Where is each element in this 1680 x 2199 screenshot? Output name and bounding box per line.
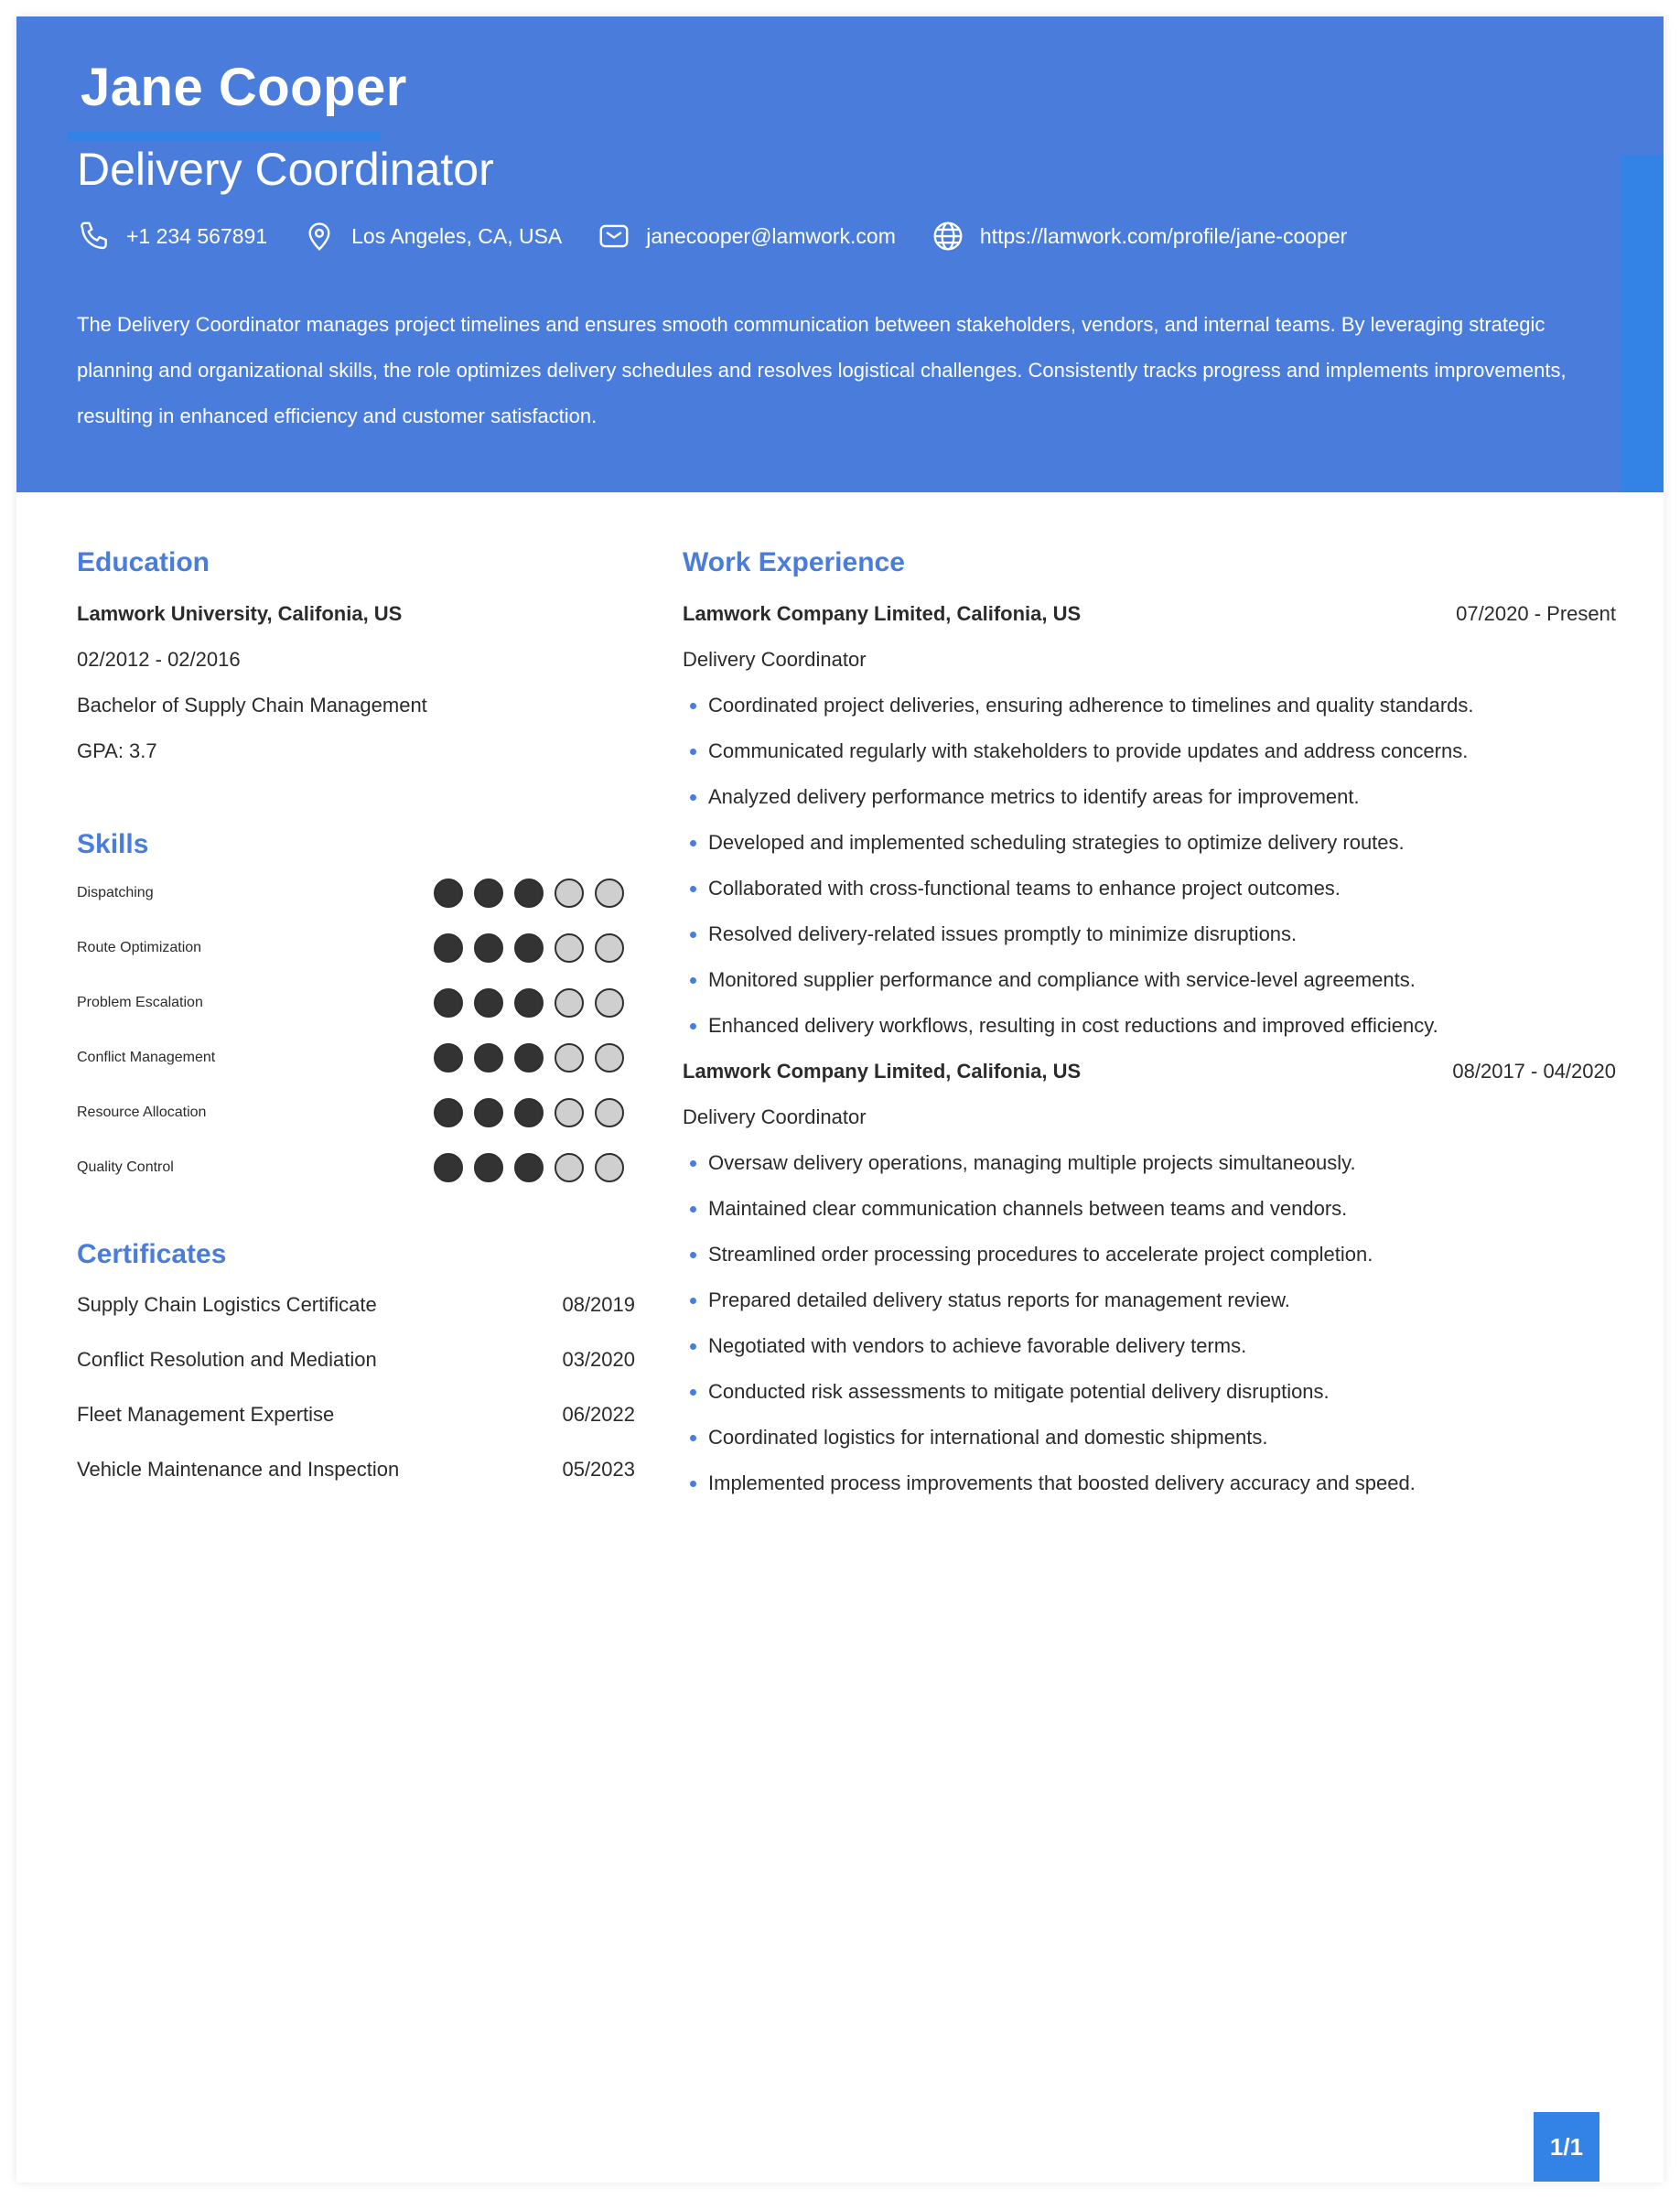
phone-icon [77, 219, 112, 253]
skill-dot-filled [434, 1153, 463, 1182]
contact-website[interactable] [931, 219, 1347, 253]
job-bullet: Prepared detailed delivery status reports for management review. [683, 1277, 1616, 1323]
skill-dot-empty [595, 988, 624, 1018]
job-bullet-list [683, 1140, 1616, 1506]
skill-dot-filled [434, 933, 463, 963]
education-school: Lamwork University, Califonia, US [77, 602, 403, 625]
skill-level-rating [423, 988, 624, 1018]
education-gpa: GPA: 3.7 [77, 739, 157, 762]
skill-dot-filled [474, 1153, 503, 1182]
certificate-date: 03/2020 [562, 1348, 635, 1371]
skill-dot-empty [595, 933, 624, 963]
education-heading: Education [77, 547, 210, 577]
resume-page [16, 16, 1664, 2183]
header-decoration-left [16, 156, 59, 492]
skill-dot-empty [595, 1153, 624, 1182]
job-bullet: Coordinated logistics for international and domestic shipments. [683, 1415, 1616, 1461]
certificate-name: Vehicle Maintenance and Inspection [77, 1458, 400, 1481]
skill-dot-filled [474, 988, 503, 1018]
location-pin-icon [302, 219, 337, 253]
skill-row [77, 1030, 635, 1085]
left-column [77, 547, 635, 1497]
mail-icon [597, 219, 631, 253]
skill-row [77, 1085, 635, 1140]
education-degree: Bachelor of Supply Chain Management [77, 694, 427, 717]
certificate-name: Supply Chain Logistics Certificate [77, 1293, 377, 1316]
skill-dot-filled [474, 879, 503, 908]
skill-dot-empty [555, 879, 584, 908]
job-dates: 07/2020 - Present [1456, 602, 1616, 625]
skill-row [77, 866, 635, 921]
job-role: Delivery Coordinator [683, 648, 867, 671]
job-entry-1 [683, 591, 1616, 1049]
contact-list [77, 216, 1382, 256]
certificate-list [77, 1277, 635, 1497]
skill-level-rating [423, 1098, 624, 1127]
job-bullet: Analyzed delivery performance metrics to identify areas for improvement. [683, 774, 1616, 820]
skills-heading: Skills [77, 829, 149, 859]
skill-dot-filled [474, 1043, 503, 1073]
skill-dot-empty [555, 988, 584, 1018]
education-section [77, 547, 635, 774]
skill-dot-empty [595, 879, 624, 908]
contact-phone-text: +1 234 567891 [126, 223, 268, 248]
skill-level-rating [423, 933, 624, 963]
certificate-row [77, 1332, 635, 1387]
skill-level-rating [423, 879, 624, 908]
certificate-row [77, 1387, 635, 1442]
skill-name: Route Optimization [77, 940, 202, 955]
skill-list [77, 866, 635, 1195]
skill-name: Quality Control [77, 1159, 174, 1175]
skill-row [77, 1140, 635, 1195]
job-bullet: Negotiated with vendors to achieve favorable delivery terms. [683, 1323, 1616, 1369]
skill-level-rating [423, 1153, 624, 1182]
skill-name: Conflict Management [77, 1050, 216, 1065]
skill-dot-empty [595, 1098, 624, 1127]
contact-website-text: https://lamwork.com/profile/jane-cooper [979, 223, 1348, 248]
job-bullet: Developed and implemented scheduling strategies to optimize delivery routes. [683, 820, 1616, 866]
contact-location-text: Los Angeles, CA, USA [351, 223, 563, 248]
work-experience-heading: Work Experience [683, 547, 905, 577]
profile-summary: The Delivery Coordinator manages project timelines and ensures smooth communication between stakeholders, vendors, and internal teams. By leveraging strategic planning and organizational skills, the role optimizes delivery schedules and resolves logistical challenges. Consistently tracks progress and implements improvements, resulting in enhanced efficiency and customer satisfaction. [77, 313, 1567, 427]
skill-dot-filled [514, 1043, 544, 1073]
skill-dot-filled [514, 879, 544, 908]
job-bullet-list [683, 683, 1616, 1049]
job-company: Lamwork Company Limited, Califonia, US [683, 602, 1082, 625]
skill-dot-empty [555, 1153, 584, 1182]
skill-dot-filled [474, 1098, 503, 1127]
skill-dot-empty [555, 1098, 584, 1127]
certificate-name: Conflict Resolution and Mediation [77, 1348, 377, 1371]
skill-dot-filled [434, 879, 463, 908]
job-bullet: Maintained clear communication channels between teams and vendors. [683, 1186, 1616, 1232]
certificate-name: Fleet Management Expertise [77, 1403, 335, 1426]
resume-header [16, 16, 1664, 492]
education-dates: 02/2012 - 02/2016 [77, 648, 241, 671]
skill-dot-filled [514, 1098, 544, 1127]
contact-email[interactable] [597, 219, 896, 253]
skill-level-rating [423, 1043, 624, 1073]
header-decoration-right [1621, 156, 1664, 492]
skill-dot-filled [514, 988, 544, 1018]
job-bullet: Conducted risk assessments to mitigate potential delivery disruptions. [683, 1369, 1616, 1415]
certificate-date: 08/2019 [562, 1293, 635, 1316]
skill-dot-filled [514, 933, 544, 963]
job-bullet: Coordinated project deliveries, ensuring adherence to timelines and quality standards. [683, 683, 1616, 728]
skill-dot-filled [514, 1153, 544, 1182]
candidate-name: Jane Cooper [81, 58, 407, 117]
job-bullet: Collaborated with cross-functional teams to enhance project outcomes. [683, 866, 1616, 911]
skill-row [77, 976, 635, 1030]
job-bullet: Streamlined order processing procedures to accelerate project completion. [683, 1232, 1616, 1277]
skill-name: Problem Escalation [77, 995, 203, 1010]
job-company: Lamwork Company Limited, Califonia, US [683, 1060, 1082, 1083]
skill-name: Dispatching [77, 885, 154, 900]
job-role: Delivery Coordinator [683, 1105, 867, 1128]
contact-location [302, 219, 562, 253]
certificates-heading: Certificates [77, 1239, 227, 1269]
skill-dot-empty [555, 1043, 584, 1073]
skill-name: Resource Allocation [77, 1105, 207, 1120]
job-bullet: Monitored supplier performance and compliance with service-level agreements. [683, 957, 1616, 1003]
certificate-date: 05/2023 [562, 1458, 635, 1481]
job-bullet: Implemented process improvements that boosted delivery accuracy and speed. [683, 1461, 1616, 1506]
contact-email-text: janecooper@lamwork.com [646, 223, 896, 248]
candidate-title: Delivery Coordinator [77, 144, 494, 195]
skill-dot-filled [474, 933, 503, 963]
name-underline-bar [68, 132, 381, 141]
skill-dot-filled [434, 988, 463, 1018]
certificate-date: 06/2022 [562, 1403, 635, 1426]
globe-icon [931, 219, 965, 253]
certificate-row [77, 1442, 635, 1497]
job-bullet: Communicated regularly with stakeholders to provide updates and address concerns. [683, 728, 1616, 774]
page-indicator: 1/1 [1534, 2112, 1599, 2182]
job-bullet: Resolved delivery-related issues promptly to minimize disruptions. [683, 911, 1616, 957]
certificates-section [77, 1239, 635, 1497]
skill-dot-filled [434, 1043, 463, 1073]
skill-row [77, 921, 635, 976]
skill-dot-empty [595, 1043, 624, 1073]
job-dates: 08/2017 - 04/2020 [1452, 1060, 1616, 1083]
job-bullet: Enhanced delivery workflows, resulting in cost reductions and improved efficiency. [683, 1003, 1616, 1049]
job-bullet: Oversaw delivery operations, managing multiple projects simultaneously. [683, 1140, 1616, 1186]
contact-phone[interactable] [77, 219, 267, 253]
skill-dot-empty [555, 933, 584, 963]
job-entry-2 [683, 1049, 1616, 1506]
skills-section [77, 829, 635, 1195]
skill-dot-filled [434, 1098, 463, 1127]
right-column [683, 547, 1616, 1506]
certificate-row [77, 1277, 635, 1332]
